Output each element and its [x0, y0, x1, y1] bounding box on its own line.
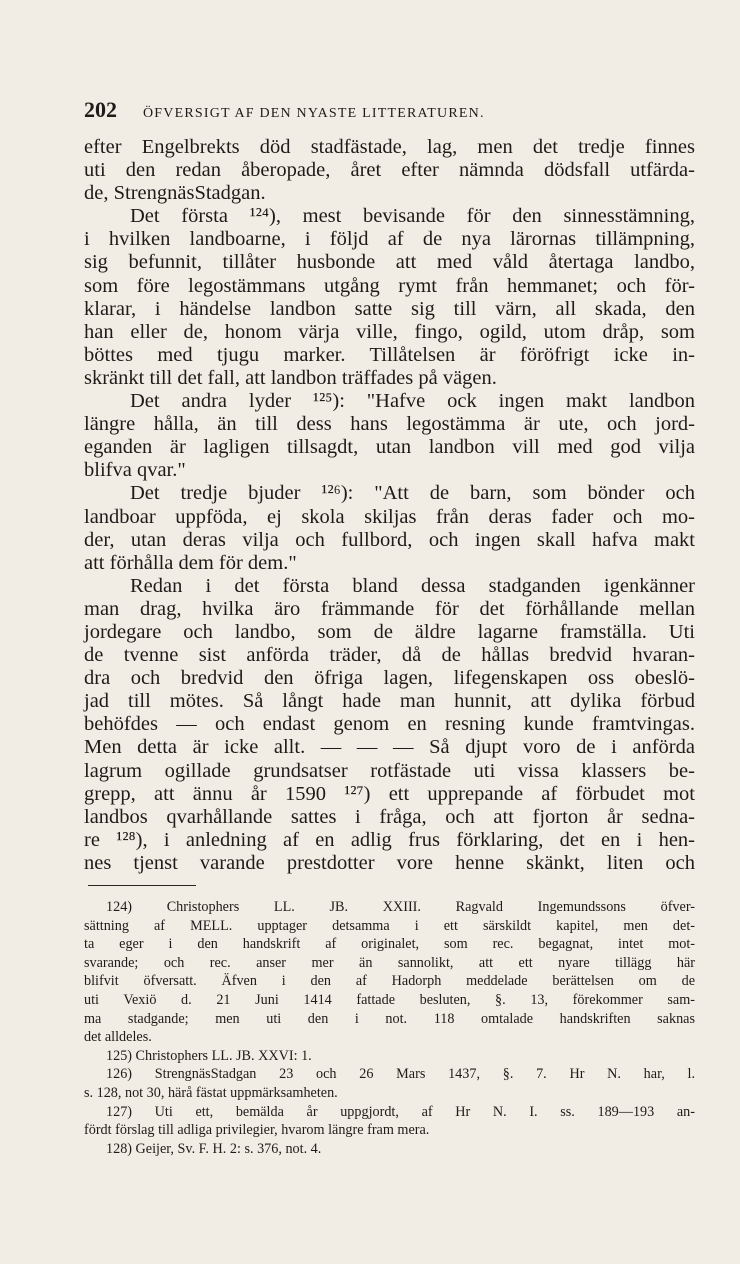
page-header	[84, 97, 694, 123]
text-line: efter Engelbrekts död stadfästade, lag, men det tredje finnes	[84, 136, 695, 158]
text-line: Men detta är icke allt. — — — Så djupt voro de i anförda	[84, 736, 695, 759]
text-line: böttes med tjugu marker. Tillåtelsen är föröfrigt icke in-	[84, 343, 695, 366]
footnote-line: 127) Uti ett, bemälda år uppgjordt, af Hr N. I. ss. 189—193 an-	[106, 1103, 695, 1120]
text-line: der, utan deras vilja och fullbord, och ingen skall hafva makt	[84, 528, 695, 551]
text-line: behöfdes — och endast genom en resning kunde framtvingas.	[84, 713, 695, 736]
text-line: de, StrengnäsStadgan.	[84, 182, 266, 205]
footnotes	[84, 898, 695, 1158]
footnote-line: 125) Christophers LL. JB. XXVI: 1.	[106, 1047, 312, 1064]
footnote-line: uti Vexiö d. 21 Juni 1414 fattade besluten, §. 13, förekommer sam-	[84, 991, 695, 1008]
text-line: som före legostämmans utgång rymt från hemmanet; och för-	[84, 274, 695, 297]
text-line: att förhålla dem för dem."	[84, 551, 297, 574]
text-line: sig befunnit, tillåter husbonde att med våld återtaga landbo,	[84, 251, 695, 274]
text-line: de tvenne sist anförda träder, då de hållas bredvid hvaran-	[84, 644, 695, 667]
footnote-line: 126) StrengnäsStadgan 23 och 26 Mars 1437, §. 7. Hr N. har, l.	[106, 1066, 695, 1083]
page-number: 202	[84, 97, 117, 122]
text-line: han eller de, honom värja ville, fingo, ogild, utom dråp, som	[84, 320, 695, 343]
text-line: skränkt till det fall, att landbon träffades på vägen.	[84, 366, 497, 389]
text-line: Det andra lyder ¹²⁵): "Hafve ock ingen makt landbon	[130, 390, 695, 413]
text-line: Redan i det första bland dessa stadganden igenkänner	[130, 574, 695, 597]
footnote-line: s. 128, not 30, härå fästat uppmärksamheten.	[84, 1084, 338, 1101]
text-line: eganden är lagligen tillsagdt, utan landbon vill med god vilja	[84, 436, 695, 459]
text-line: blifva qvar."	[84, 459, 186, 482]
footnote-line: sättning af MELL. upptager detsamma i ett särskildt kapitel, men det-	[84, 917, 695, 934]
text-line: landbos qvarhållande sattes i fråga, och att fjorton år sedna-	[84, 805, 695, 828]
footnote-line: 124) Christophers LL. JB. XXIII. Ragvald Ingemundssons öfver-	[106, 899, 695, 915]
text-line: re ¹²⁸), i anledning af en adlig frus förklaring, det en i hen-	[84, 828, 695, 851]
text-line: uti den redan åberopade, året efter nämnda dödsfall utfärda-	[84, 159, 695, 182]
footnote-line: det alldeles.	[84, 1029, 152, 1046]
footnote-line: blifvit öfversatt. Äfven i den af Hadorph meddelade berättelsen om de	[84, 973, 695, 990]
text-line: dra och bredvid den öfriga lagen, lifegenskapen oss obeslö-	[84, 667, 695, 690]
text-line: längre hålla, än till dess hans legostämma är ute, och jord-	[84, 413, 695, 436]
text-line: Det tredje bjuder ¹²⁶): "Att de barn, som bönder och	[130, 482, 695, 505]
text-line: klarar, i händelse landbon satte sig till värn, all skada, den	[84, 297, 695, 320]
text-line: i hvilken landboarne, i följd af de nya lärornas tillämpning,	[84, 228, 695, 251]
body-text	[84, 136, 695, 875]
text-line: landboar uppföda, ej skola skiljas från deras fader och mo-	[84, 505, 695, 528]
footnote-line: ta eger i den handskrift af originalet, som rec. begagnat, intet mot-	[84, 936, 695, 953]
text-line: Det första ¹²⁴), mest bevisande för den sinnesstämning,	[130, 205, 695, 228]
text-line: jordegare och landbo, som de äldre lagarne framställa. Uti	[84, 620, 695, 643]
footnote-divider	[88, 885, 196, 886]
footnote-line: svarande; och rec. anser mer än sannolikt, att ett nyare tillägg här	[84, 954, 695, 971]
text-line: lagrum ogillade grundsatser rotfästade uti vissa klassers be-	[84, 759, 695, 782]
footnote-line: ma stadgande; men uti den i not. 118 omtalade handskriften saknas	[84, 1010, 695, 1027]
footnote-line: 128) Geijer, Sv. F. H. 2: s. 376, not. 4.	[106, 1140, 322, 1157]
text-line: jad till mötes. Så långt hade man hunnit, att dylika förbud	[84, 690, 695, 713]
text-line: grepp, att ännu år 1590 ¹²⁷) ett upprepande af förbudet mot	[84, 782, 695, 805]
text-line: man drag, hvilka äro främmande för det förhållande mellan	[84, 597, 695, 620]
text-line: nes tjenst varande prestdotter vore henne skänkt, liten och	[84, 851, 695, 874]
footnote-line: fördt förslag till adliga privilegier, hvarom längre fram mera.	[84, 1122, 430, 1139]
running-head: ÖFVERSIGT AF DEN NYASTE LITTERATUREN.	[143, 106, 485, 121]
